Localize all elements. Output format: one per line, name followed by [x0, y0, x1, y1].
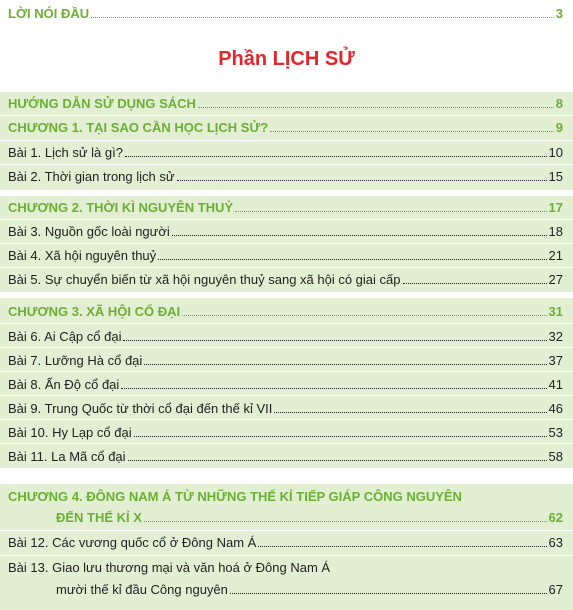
separator [0, 164, 573, 165]
leader-dots [403, 282, 547, 284]
separator [0, 267, 573, 268]
toc-label: ĐẾN THẾ KỈ X [56, 510, 142, 525]
toc-page: 8 [555, 96, 563, 111]
toc-page: 9 [555, 120, 563, 135]
toc-page: 46 [548, 401, 563, 416]
separator [0, 347, 573, 348]
toc-chapter-2[interactable] [8, 200, 563, 216]
toc-lesson[interactable] [8, 582, 563, 598]
toc-label: Bài 12. Các vương quốc cổ ở Đông Nam Á [8, 535, 257, 550]
toc-page: 62 [548, 510, 563, 525]
leader-dots [258, 545, 546, 547]
toc-label: Bài 9. Trung Quốc từ thời cổ đại đến thế kỉ VII [8, 401, 273, 416]
toc-page: 15 [548, 169, 563, 184]
toc-label: Bài 2. Thời gian trong lịch sử [8, 169, 175, 184]
leader-dots [235, 210, 546, 212]
separator [0, 530, 573, 531]
toc-guide[interactable] [8, 96, 563, 112]
separator [0, 395, 573, 396]
toc-lesson-line1[interactable] [8, 560, 563, 576]
toc-page: 17 [548, 200, 563, 215]
toc-label: Bài 6. Ai Cập cổ đại [8, 329, 122, 344]
toc-label: CHƯƠNG 1. TẠI SAO CẦN HỌC LỊCH SỬ? [8, 120, 269, 135]
toc-label: Bài 7. Lưỡng Hà cổ đại [8, 353, 143, 368]
toc-label: CHƯƠNG 4. ĐÔNG NAM Á TỪ NHỮNG THẾ KỈ TIẾP GIÁP CÔNG NGUYÊN [8, 489, 462, 504]
leader-dots [182, 314, 546, 316]
separator [0, 371, 573, 372]
separator [0, 115, 573, 116]
leader-dots [121, 387, 546, 389]
toc-label: Bài 8. Ấn Độ cổ đại [8, 377, 120, 392]
toc-label: HƯỚNG DẪN SỬ DỤNG SÁCH [8, 96, 196, 111]
toc-label: CHƯƠNG 2. THỜI KÌ NGUYÊN THUỶ [8, 200, 234, 215]
toc-page: 21 [548, 248, 563, 263]
toc-page: 27 [548, 272, 563, 287]
leader-dots [144, 520, 547, 522]
toc-page: 3 [555, 6, 563, 21]
toc-page: 18 [548, 224, 563, 239]
toc-label: Bài 3. Nguồn gốc loài người [8, 224, 170, 239]
toc-chapter-4[interactable] [8, 510, 563, 526]
separator [0, 555, 573, 556]
separator [0, 243, 573, 244]
leader-dots [177, 179, 547, 181]
toc-chapter-1[interactable] [8, 120, 563, 136]
leader-dots [270, 130, 554, 132]
toc-page: 32 [548, 329, 563, 344]
leader-dots [144, 363, 546, 365]
toc-chapter-4-line1[interactable] [8, 489, 563, 505]
toc-page: 67 [548, 582, 563, 597]
toc-label: Bài 5. Sự chuyển biến từ xã hội nguyên thuỷ sang xã hội có giai cấp [8, 272, 401, 287]
toc-lesson[interactable] [8, 449, 563, 465]
toc-lesson[interactable] [8, 224, 563, 240]
toc-lesson[interactable] [8, 272, 563, 288]
toc-label: CHƯƠNG 3. XÃ HỘI CỔ ĐẠI [8, 304, 181, 319]
toc-label: Bài 10. Hy Lạp cổ đại [8, 425, 132, 440]
toc-chapter-3[interactable] [8, 304, 563, 320]
toc-label: Bài 1. Lịch sử là gì? [8, 145, 123, 160]
toc-lesson[interactable] [8, 145, 563, 161]
part-title: Phần LỊCH SỬ [218, 48, 355, 70]
toc-label: Bài 4. Xã hội nguyên thuỷ [8, 248, 157, 263]
toc-lesson[interactable] [8, 401, 563, 417]
leader-dots [172, 234, 547, 236]
toc-preface[interactable] [8, 6, 563, 22]
toc-lesson[interactable] [8, 425, 563, 441]
toc-page: 37 [548, 353, 563, 368]
leader-dots [158, 258, 546, 260]
leader-dots [198, 106, 554, 108]
leader-dots [134, 435, 547, 437]
separator [0, 219, 573, 220]
leader-dots [274, 411, 546, 413]
toc-page: 58 [548, 449, 563, 464]
separator [0, 443, 573, 444]
toc-lesson[interactable] [8, 248, 563, 264]
toc-lesson[interactable] [8, 329, 563, 345]
separator [0, 140, 573, 141]
leader-dots [125, 155, 547, 157]
separator [0, 323, 573, 324]
toc-page: 53 [548, 425, 563, 440]
leader-dots [128, 459, 547, 461]
separator [0, 419, 573, 420]
toc-page: 31 [548, 304, 563, 319]
toc-label: Bài 13. Giao lưu thương mại và văn hoá ở Đông Nam Á [8, 560, 331, 575]
leader-dots [230, 592, 547, 594]
toc-lesson[interactable] [8, 377, 563, 393]
toc-page: 63 [548, 535, 563, 550]
toc-label: LỜI NÓI ĐẦU [8, 6, 90, 21]
toc-page: 10 [548, 145, 563, 160]
toc-lesson[interactable] [8, 353, 563, 369]
toc-label: Bài 11. La Mã cổ đại [8, 449, 126, 464]
toc-lesson[interactable] [8, 535, 563, 551]
leader-dots [91, 16, 554, 18]
toc-page: 41 [548, 377, 563, 392]
toc-lesson[interactable] [8, 169, 563, 185]
leader-dots [123, 339, 546, 341]
toc-label: mười thế kỉ đầu Công nguyên [56, 582, 228, 597]
